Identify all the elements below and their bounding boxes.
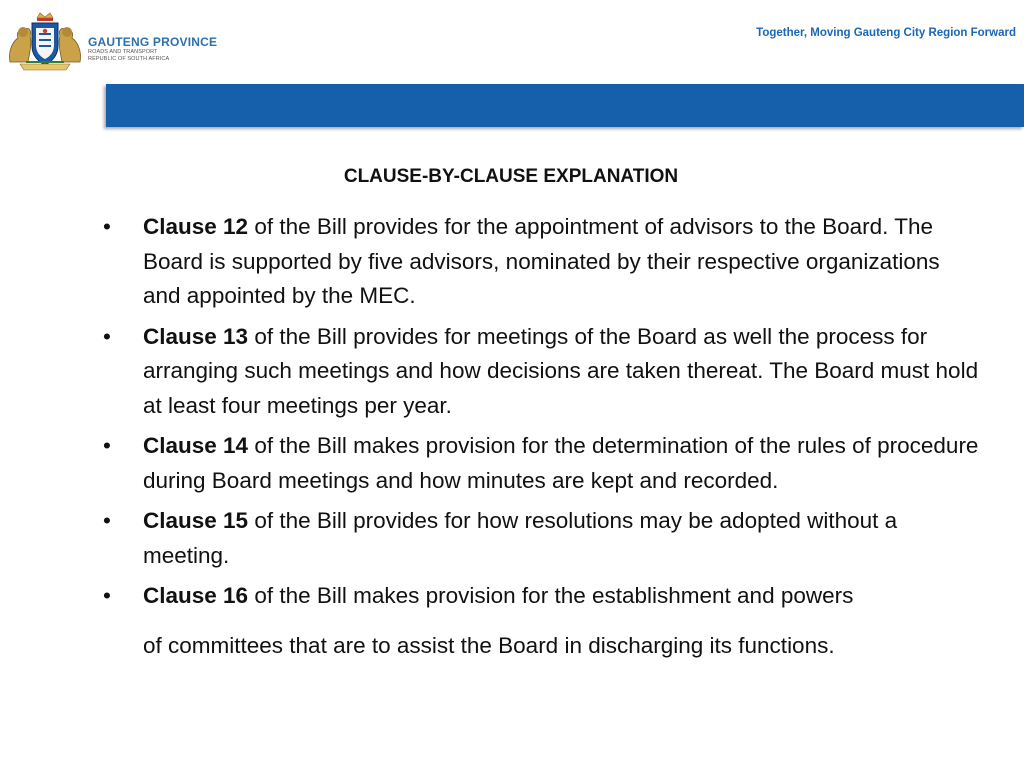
bullet-icon: • — [103, 214, 111, 239]
clause-text: of the Bill provides for meetings of the Board as well the process for arranging such meetings and how decisions are taken thereat. The Board must hold at least four meetings per year. — [143, 323, 979, 418]
clause-label: Clause 13 — [143, 323, 249, 349]
clause-text-continuation: of committees that are to assist the Board in discharging its functions. — [143, 632, 835, 658]
slide-title: CLAUSE-BY-CLAUSE EXPLANATION — [343, 166, 679, 187]
clause-text: of the Bill makes provision for the establishment and powers — [248, 583, 854, 608]
logo-subtitle-department: ROADS AND TRANSPORT — [88, 49, 158, 55]
logo-subtitle-country: REPUBLIC OF SOUTH AFRICA — [88, 55, 170, 62]
clause-label: Clause 16 — [143, 583, 249, 608]
list-item — [103, 320, 983, 424]
header-banner-bar — [106, 84, 1024, 127]
list-item — [103, 504, 983, 573]
list-item — [103, 579, 983, 663]
bullet-icon: • — [103, 433, 111, 458]
clause-label: Clause 12 — [143, 214, 249, 239]
list-item — [103, 210, 983, 314]
clause-list — [103, 210, 983, 669]
slide-title-row — [0, 166, 1023, 188]
bullet-icon: • — [103, 323, 111, 349]
clause-text: of the Bill makes provision for the determination of the rules of procedure during Board meetings and how minutes are kept and recorded. — [143, 433, 979, 493]
clause-text: of the Bill provides for the appointment of advisors to the Board. The Board is supported by five advisors, nominated by their respective organizations and appointed by the MEC. — [143, 214, 940, 308]
logo-title: GAUTENG PROVINCE — [88, 35, 218, 49]
gauteng-logo — [6, 12, 226, 74]
bullet-icon: • — [103, 508, 111, 533]
clause-label: Clause 14 — [143, 433, 249, 458]
clause-text: of the Bill provides for how resolutions may be adopted without a meeting. — [143, 508, 898, 568]
bullet-icon: • — [103, 583, 111, 608]
clause-label: Clause 15 — [143, 508, 249, 533]
list-item — [103, 429, 983, 498]
header-tagline: Together, Moving Gauteng City Region Forward — [756, 27, 1016, 39]
coat-of-arms-icon — [6, 12, 84, 72]
